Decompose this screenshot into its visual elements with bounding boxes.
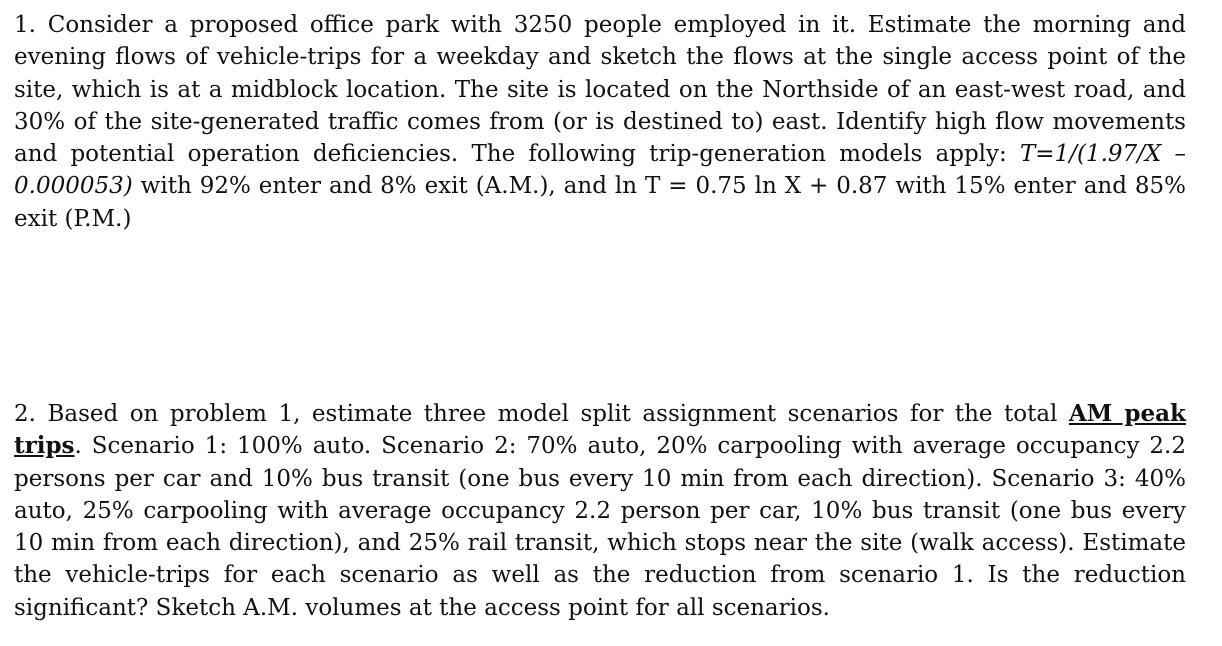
problem-2-text-a: 2. Based on problem 1, estimate three model split assignment scenarios for the total xyxy=(14,401,1069,427)
problem-2 xyxy=(14,398,1186,624)
problem-1-text-a: 1. Consider a proposed office park with 3250 people employed in it. Estimate the morning and evening flows of vehicle-trips for a weekday and sketch the flows at the single access point of the site, which is at a midblock location. The site is located on the Northside of an east-west road, and 30% of the site-generated traffic comes from (or is destined to) east. Identify high flow movements and potential operation deficiencies. The following trip-generation models apply: xyxy=(14,12,1186,168)
problem-1 xyxy=(14,9,1186,235)
problem-1-text-c: with 15% enter and 85% exit (P.M.) xyxy=(14,173,1187,232)
am-trip-model-equation: T=1/(1.97/X – 0.000053) xyxy=(14,141,1186,200)
am-peak-trips-emphasis: AM peak trips xyxy=(14,400,1186,460)
problem-2-text-b: . Scenario 1: 100% auto. Scenario 2: 70% auto, 20% carpooling with average occupancy 2.2 persons per car and 10% bus transit (one bus every 10 min from each direction). Scenario 3: 40% auto, 25% carpooling with average occupancy 2.2 person per car, 10% bus transit (one bus every 10 min from each direction), and 25% rail transit, which stops near the site (walk access). Estimate the vehicle-trips for each scenario as well as the reduction from scenario 1. Is the reduction significant? Sketch A.M. volumes at the access point for all scenarios. xyxy=(14,433,1186,621)
pm-trip-model-equation: ln T = 0.75 ln X + 0.87 xyxy=(614,173,888,200)
problem-1-text-b: with 92% enter and 8% exit (A.M.), and xyxy=(132,173,615,200)
